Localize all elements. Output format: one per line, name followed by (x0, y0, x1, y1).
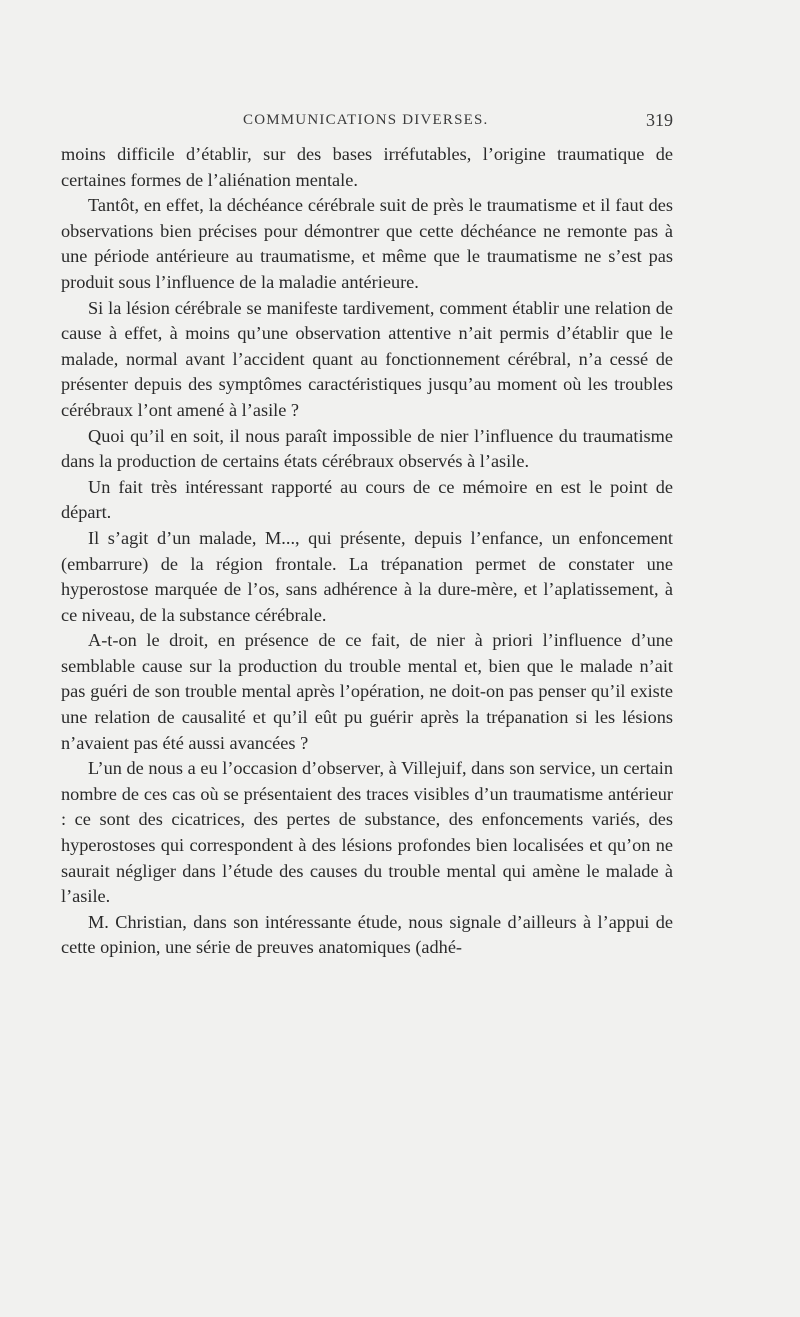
book-page (61, 112, 673, 961)
running-title: COMMUNICATIONS DIVERSES. (243, 112, 489, 128)
paragraph: moins difficile d’établir, sur des bases irréfutables, l’origine traumatique de certaines formes de l’aliénation mentale. (61, 144, 673, 190)
paragraph: Si la lésion cérébrale se manifeste tardivement, comment établir une relation de cause à effet, à moins qu’une observation attentive n’ait permis d’établir que le malade, normal avant l’accident quant au fonctionnement cérébral, n’a cessé de présenter depuis des symptômes caractéristiques jusqu’au moment où les troubles cérébraux l’ont amené à l’asile ? (61, 297, 673, 420)
body-text (61, 142, 673, 961)
paragraph: Quoi qu’il en soit, il nous paraît impossible de nier l’influence du traumatisme dans la production de certains états cérébraux observés à l’asile. (61, 425, 673, 472)
page-number: 319 (646, 110, 673, 130)
paragraph: M. Christian, dans son intéressante étude, nous signale d’ailleurs à l’appui de cette opinion, une série de preuves anatomiques (adhé- (61, 911, 673, 958)
paragraph: L’un de nous a eu l’occasion d’observer, à Villejuif, dans son service, un certain nombre de ces cas où se présentaient des traces visibles d’un traumatisme antérieur : ce sont des cicatrices, des pertes de substance, des enfoncements variés, des hyperostoses qui correspondent à des lésions profondes bien localisées et qu’on ne saurait négliger dans l’étude des causes du trouble mental qui amène le malade à l’asile. (61, 758, 673, 907)
paragraph: Un fait très intéressant rapporté au cours de ce mémoire en est le point de départ. (61, 476, 673, 523)
paragraph: Il s’agit d’un malade, M..., qui présente, depuis l’enfance, un enfoncement (embarrure) de la région frontale. La trépanation permet de constater une hyperostose marquée de l’os, sans adhérence à la dure-mère, et l’aplatissement, à ce niveau, de la substance cérébrale. (61, 527, 673, 625)
running-head (61, 112, 673, 142)
paragraph: A-t-on le droit, en présence de ce fait, de nier à priori l’influence d’une semblable cause sur la production du trouble mental et, bien que le malade n’ait pas guéri de son trouble mental après l’opération, ne doit-on pas penser qu’il existe une relation de causalité et qu’il eût pu guérir après la trépanation si les lésions n’avaient pas été aussi avancées ? (61, 630, 673, 753)
paragraph: Tantôt, en effet, la déchéance cérébrale suit de près le traumatisme et il faut des observations bien précises pour démontrer que cette déchéance ne remonte pas à une période antérieure au traumatisme, et même que le traumatisme ne s’est pas produit sous l’influence de la maladie antérieure. (61, 195, 673, 292)
